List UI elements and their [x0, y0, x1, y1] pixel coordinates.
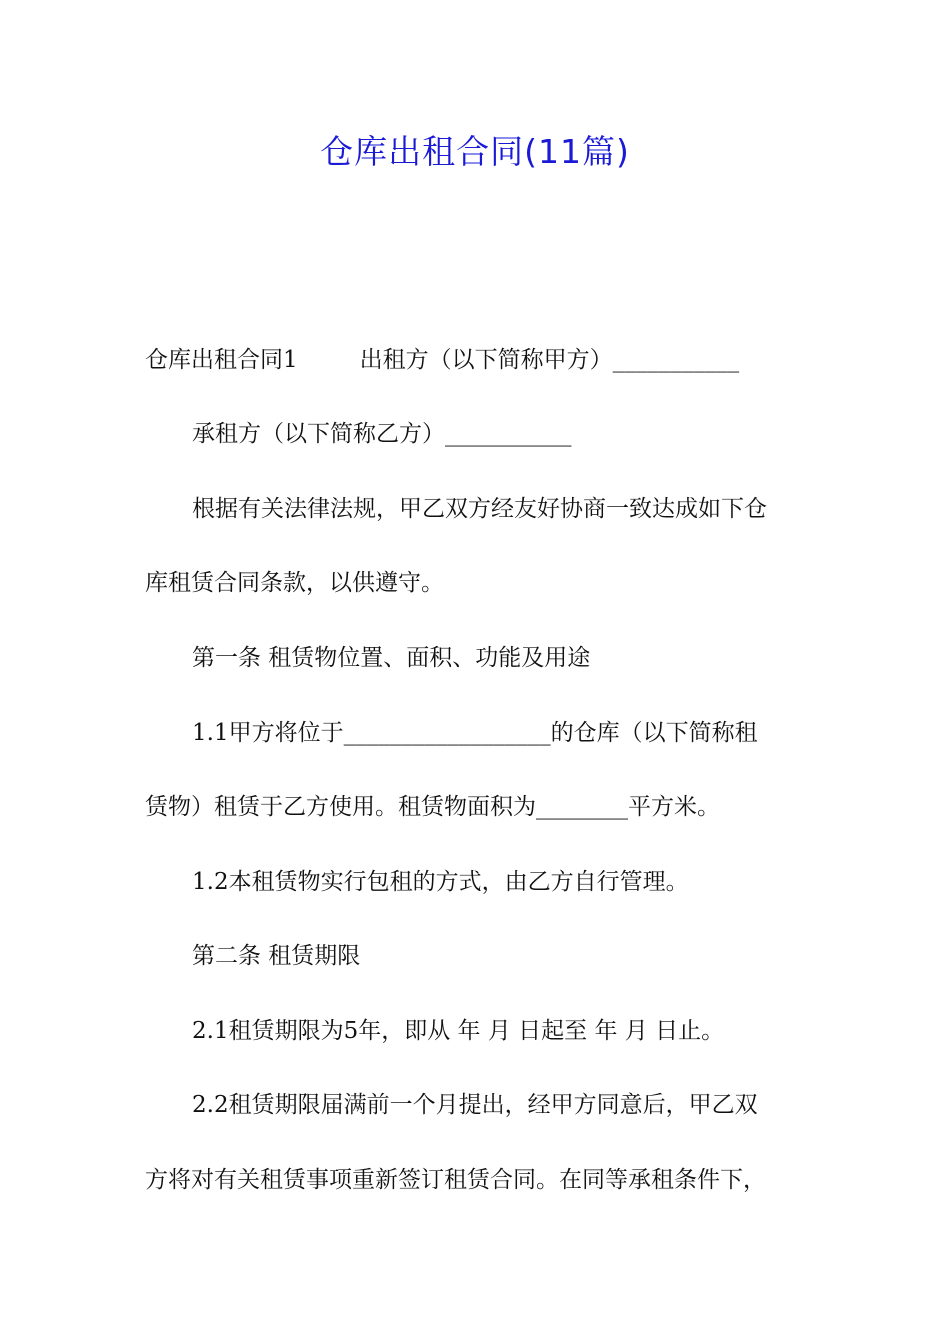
paragraph-line: 库租赁合同条款，以供遵守。 [145, 570, 444, 596]
paragraph-line: 方将对有关租赁事项重新签订租赁合同。在同等承租条件下， [145, 1167, 766, 1193]
paragraph-line: 赁物）租赁于乙方使用。租赁物面积为________平方米。 [145, 794, 720, 820]
paragraph-line: 2.2租赁期限届满前一个月提出，经甲方同意后，甲乙双 [192, 1092, 758, 1118]
section-heading: 仓库出租合同1 [145, 347, 298, 373]
paragraph-line: 2.1租赁期限为5年，即从 年 月 日起至 年 月 日止。 [192, 1018, 725, 1044]
paragraph-line: 1.2本租赁物实行包租的方式，由乙方自行管理。 [192, 869, 689, 895]
first-line [145, 342, 739, 378]
paragraph-line: 根据有关法律法规，甲乙双方经友好协商一致达成如下仓 [192, 496, 767, 522]
paragraph-line: 承租方（以下简称乙方）___________ [192, 421, 572, 447]
paragraph-line: 1.1甲方将位于__________________的仓库（以下简称租 [192, 720, 758, 746]
lessor-line: 出租方（以下简称甲方）___________ [359, 347, 740, 373]
article-heading: 第一条 租赁物位置、面积、功能及用途 [192, 645, 591, 671]
document-title: 仓库出租合同(11篇) [320, 132, 630, 171]
article-heading: 第二条 租赁期限 [192, 943, 361, 969]
